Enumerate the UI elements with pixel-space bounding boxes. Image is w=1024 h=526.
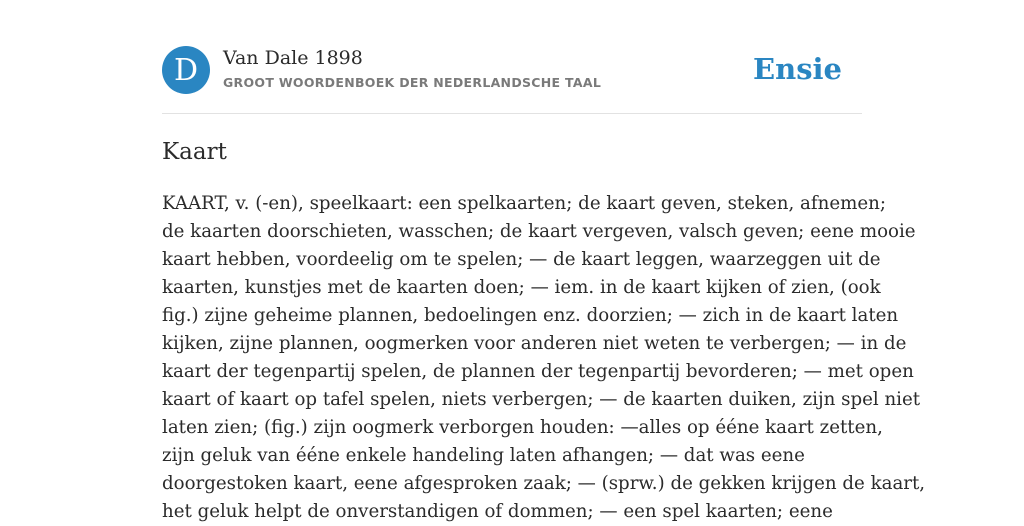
entry-line: doorgestoken kaart, eene afgesproken zaak; — (sprw.) de gekken krijgen de kaart,: [162, 473, 926, 494]
entry-line: het geluk helpt de onverstandigen of dommen; — een spel kaarten; eene: [162, 501, 833, 522]
entry-title: Kaart: [162, 139, 227, 165]
source-subtitle: GROOT WOORDENBOEK DER NEDERLANDSCHE TAAL: [223, 75, 602, 90]
entry-line: kaart der tegenpartij spelen, de plannen der tegenpartij bevorderen; — met open: [162, 361, 914, 382]
entry-line: KAART, v. (-en), speelkaart: een spelkaarten; de kaart geven, steken, afnemen;: [162, 193, 886, 214]
entry-line: de kaarten doorschieten, wasschen; de kaart vergeven, valsch geven; eene mooie: [162, 221, 916, 242]
source-avatar[interactable]: D: [162, 46, 210, 94]
entry-line: fig.) zijne geheime plannen, bedoelingen enz. doorzien; — zich in de kaart laten: [162, 305, 899, 326]
entry-line: kijken, zijne plannen, oogmerken voor anderen niet weten te verbergen; — in de: [162, 333, 907, 354]
entry-line: laten zien; (fig.) zijn oogmerk verborgen houden: —alles op ééne kaart zetten,: [162, 417, 883, 438]
header-divider: [162, 113, 862, 114]
entry-line: kaart of kaart op tafel spelen, niets verbergen; — de kaarten duiken, zijn spel niet: [162, 389, 921, 410]
entry-line: kaart hebben, voordeelig om te spelen; — de kaart leggen, waarzeggen uit de: [162, 249, 881, 270]
brand-logo-link[interactable]: Ensie: [753, 52, 842, 86]
source-header: [162, 46, 862, 96]
source-title[interactable]: Van Dale 1898: [223, 47, 363, 69]
entry-line: zijn geluk van ééne enkele handeling laten afhangen; — dat was eene: [162, 445, 805, 466]
entry-line: kaarten, kunstjes met de kaarten doen; — iem. in de kaart kijken of zien, (ook: [162, 277, 881, 298]
entry-body: [162, 190, 926, 526]
